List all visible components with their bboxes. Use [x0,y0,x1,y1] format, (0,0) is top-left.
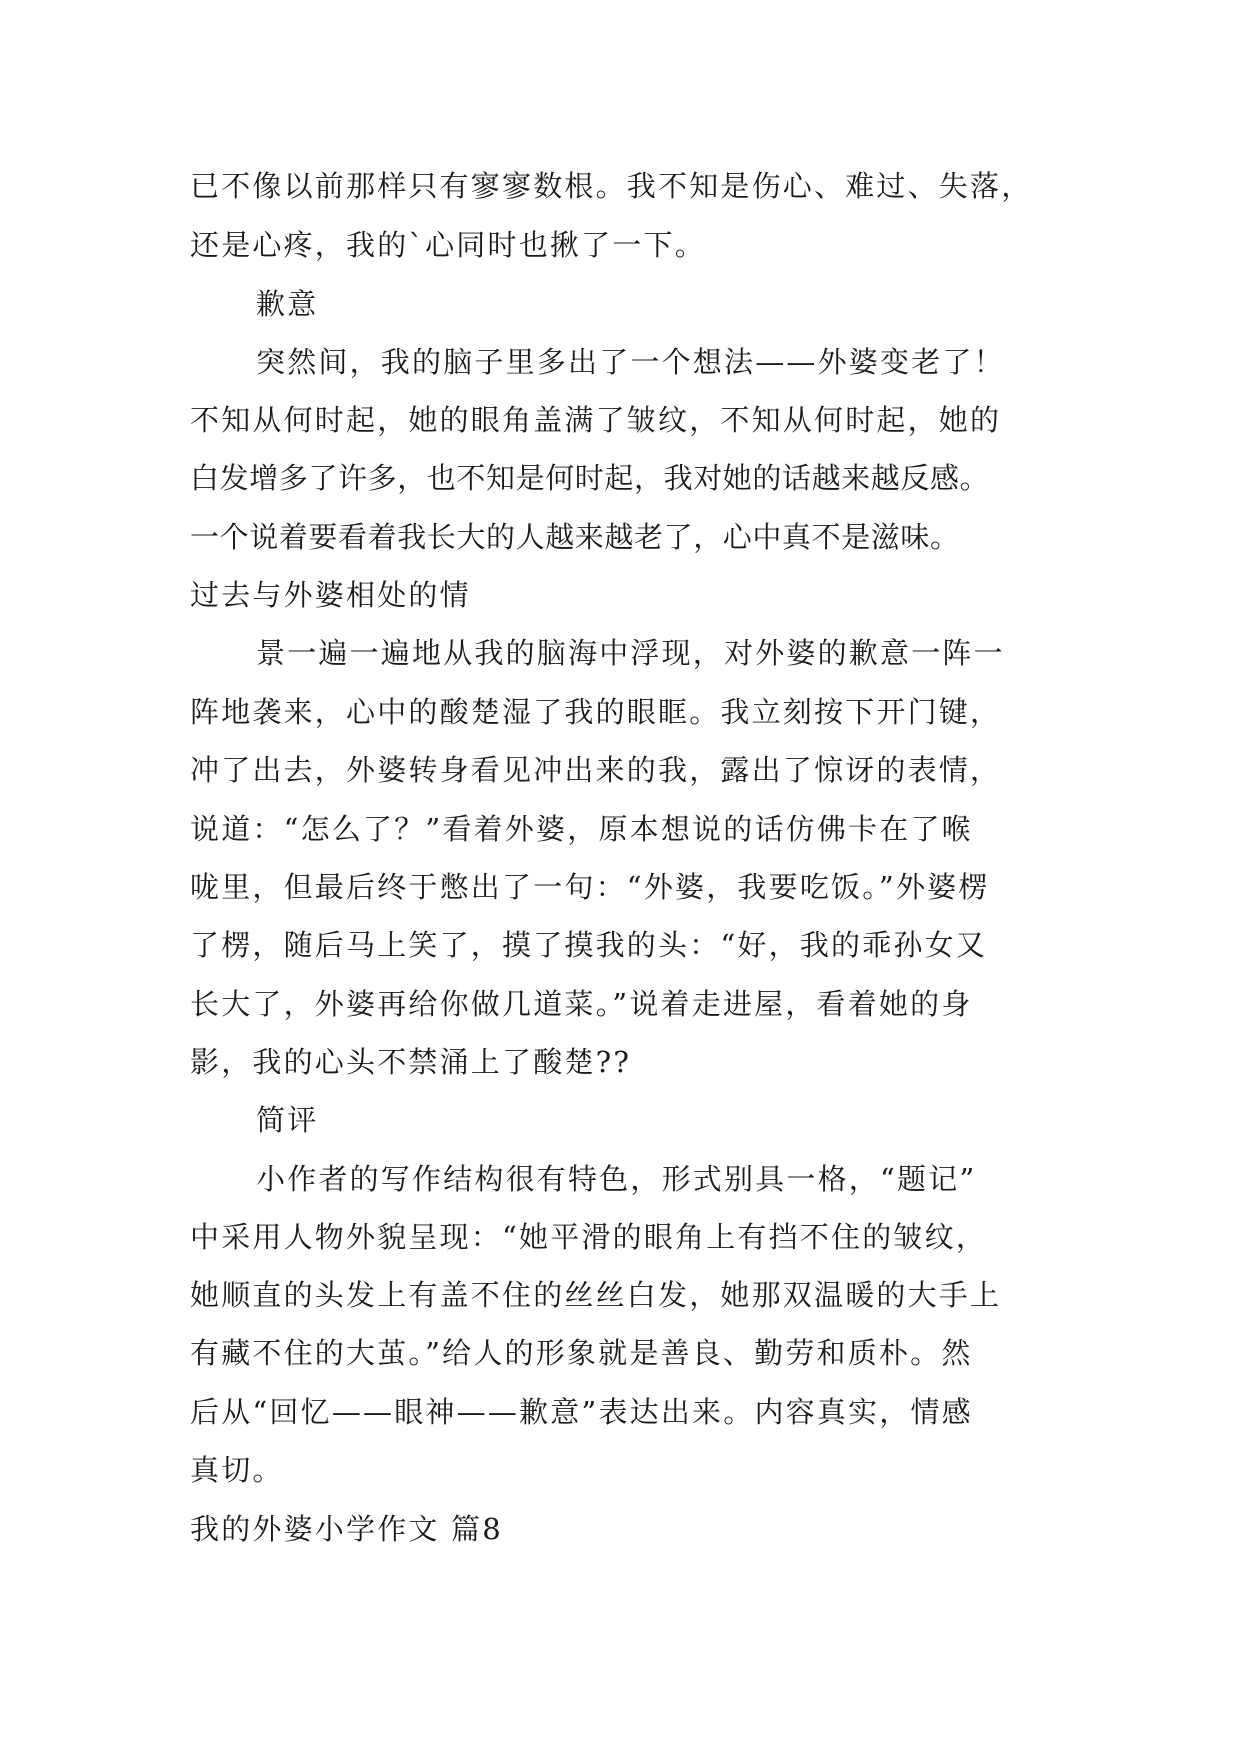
body-text-line: 了楞，随后马上笑了，摸了摸我的头：“好，我的乖孙女又 [190,928,988,962]
body-text-line: 已不像以前那样只有寥寥数根。我不知是伤心、难过、失落， [190,169,1033,203]
body-text-line: 还是心疼，我的`心同时也揪了一下。 [190,228,706,262]
body-text-line: 阵地袭来，心中的酸楚湿了我的眼眶。我立刻按下开门键， [190,695,1002,729]
body-text-line: 冲了出去，外婆转身看见冲出来的我，露出了惊讶的表情， [190,753,1002,787]
body-text-line: 不知从何时起，她的眼角盖满了皱纹，不知从何时起，她的 [190,403,1002,437]
body-text-line: 影，我的心头不禁涌上了酸楚?? [190,1045,632,1079]
body-text-line: 过去与外婆相处的情 [190,578,471,612]
section-heading: 简评 [256,1103,319,1137]
body-text-line: 说道：“怎么了？”看着外婆，原本想说的话仿佛卡在了喉 [190,812,973,846]
body-text-line: 真切。 [190,1453,284,1487]
body-text-line: 景一遍一遍地从我的脑海中浮现，对外婆的歉意一阵一 [256,636,1005,670]
body-text-line: 有藏不住的大茧。”给人的形象就是善良、勤劳和质朴。然 [190,1336,973,1370]
section-heading: 歉意 [256,287,319,321]
body-text-line: 一个说着要看着我长大的人越来越老了，心中真不是滋味。 [190,520,960,554]
body-text-line: 中采用人物外貌呈现：“她平滑的眼角上有挡不住的皱纹， [190,1220,988,1254]
body-text-line: 她顺直的头发上有盖不住的丝丝白发，她那双温暖的大手上 [190,1278,1002,1312]
article-title: 我的外婆小学作文 篇8 [190,1512,503,1546]
body-text-line: 咙里，但最后终于憋出了一句：“外婆，我要吃饭。”外婆楞 [190,870,990,904]
body-text-line: 白发增多了许多，也不知是何时起，我对她的话越来越反感。 [190,461,990,495]
body-text-line: 长大了，外婆再给你做几道菜。”说着走进屋，看着她的身 [190,987,973,1021]
body-text-line: 后从“回忆——眼神——歉意”表达出来。内容真实，情感 [190,1395,973,1429]
body-text-line: 突然间，我的脑子里多出了一个想法——外婆变老了！ [256,345,1005,379]
body-text-line: 小作者的写作结构很有特色，形式别具一格，“题记” [256,1162,977,1196]
